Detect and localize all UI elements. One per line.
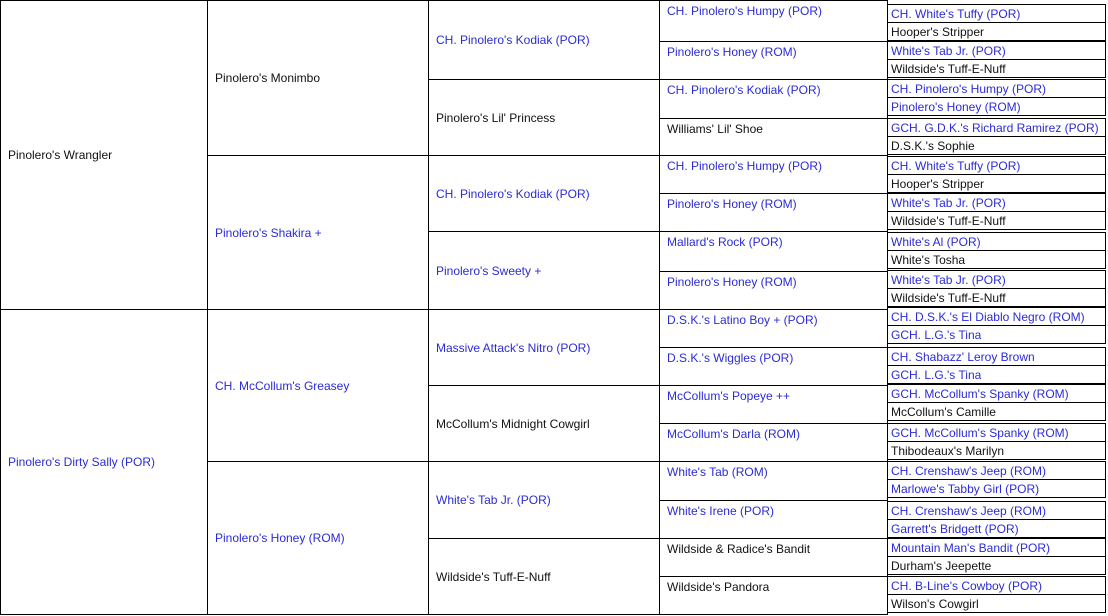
pedigree-cell-g5-15 [887,288,1106,307]
dog-name-link[interactable]: GCH. McCollum's Spanky (ROM) [891,425,1069,440]
dog-name-link[interactable]: White's Al (POR) [891,234,981,249]
dog-name: Wildside's Pandora [667,580,770,594]
pedigree-cell-g4-14 [659,538,888,577]
pedigree-cell-g5-16 [887,307,1106,326]
pedigree-cell-g2-0 [207,0,429,156]
pedigree-cell-g5-31 [887,594,1106,613]
pedigree-cell-g5-3 [887,59,1106,78]
pedigree-cell-g3-2 [428,155,660,232]
pedigree-cell-g5-27 [887,519,1106,538]
dog-name: Hooper's Stripper [891,24,984,39]
dog-name-link[interactable]: White's Irene (POR) [667,504,774,518]
dog-name: Pinolero's Monimbo [215,71,321,85]
pedigree-cell-g5-10 [887,193,1106,212]
dog-name: White's Tosha [891,252,966,267]
pedigree-cell-g5-4 [887,79,1106,98]
dog-name-link[interactable]: CH. B-Line's Cowboy (POR) [891,578,1042,593]
dog-name-link[interactable]: Pinolero's Honey (ROM) [891,99,1021,114]
dog-name-link[interactable]: CH. Crenshaw's Jeep (ROM) [891,503,1046,518]
dog-name-link[interactable]: McCollum's Popeye ++ [667,389,791,403]
dog-name-link[interactable]: Massive Attack's Nitro (POR) [436,340,591,355]
pedigree-cell-g5-13 [887,250,1106,269]
pedigree-cell-g5-26 [887,501,1106,520]
pedigree-cell-g5-14 [887,270,1106,289]
dog-name-link[interactable]: White's Tab (ROM) [667,465,768,479]
dog-name-link[interactable]: Mountain Man's Bandit (POR) [891,540,1051,555]
dog-name-link[interactable]: Pinolero's Sweety + [436,263,542,278]
dog-name: Wilson's Cowgirl [891,596,979,611]
pedigree-cell-g5-22 [887,423,1106,442]
dog-name-link[interactable]: CH. Pinolero's Kodiak (POR) [436,186,590,201]
pedigree-cell-g3-7 [428,538,660,615]
dog-name: Wildside's Tuff-E-Nuff [436,569,551,584]
pedigree-cell-g3-6 [428,461,660,539]
dog-name: Durham's Jeepette [891,558,992,573]
dog-name-link[interactable]: Marlowe's Tabby Girl (POR) [891,481,1040,496]
pedigree-cell-g5-7 [887,136,1106,155]
dog-name-link[interactable]: CH. White's Tuffy (POR) [891,6,1021,21]
dog-name-link[interactable]: CH. Pinolero's Humpy (POR) [891,81,1046,96]
pedigree-cell-g2-3 [207,461,429,615]
pedigree-cell-g4-10 [659,385,888,424]
pedigree-cell-g5-6 [887,118,1106,137]
pedigree-cell-g4-7 [659,271,888,310]
dog-name-link[interactable]: Pinolero's Honey (ROM) [667,45,797,59]
dog-name-link[interactable]: Mallard's Rock (POR) [667,235,783,249]
dog-name: Wildside's Tuff-E-Nuff [891,290,1006,305]
pedigree-cell-g4-3 [659,118,888,156]
dog-name-link[interactable]: White's Tab Jr. (POR) [891,195,1006,210]
dog-name-link[interactable]: Pinolero's Honey (ROM) [667,197,797,211]
pedigree-cell-g5-21 [887,402,1106,421]
dog-name-link[interactable]: White's Tab Jr. (POR) [891,272,1006,287]
dog-name-link[interactable]: McCollum's Darla (ROM) [667,427,800,441]
pedigree-cell-g5-2 [887,41,1106,60]
dog-name-link[interactable]: Pinolero's Dirty Sally (POR) [8,455,155,469]
dog-name-link[interactable]: D.S.K.'s Wiggles (POR) [667,351,794,365]
dog-name: Pinolero's Lil' Princess [436,110,556,125]
dog-name-link[interactable]: White's Tab Jr. (POR) [891,43,1006,58]
pedigree-cell-g5-8 [887,156,1106,175]
pedigree-cell-g5-9 [887,174,1106,193]
pedigree-cell-g4-11 [659,423,888,462]
dog-name-link[interactable]: GCH. G.D.K.'s Richard Ramirez (POR) [891,120,1099,135]
dog-name-link[interactable]: CH. Shabazz' Leroy Brown [891,349,1035,364]
dog-name-link[interactable]: D.S.K.'s Latino Boy + (POR) [667,313,818,327]
dog-name: Williams' Lil' Shoe [667,122,763,136]
pedigree-cell-g4-6 [659,231,888,272]
dog-name-link[interactable]: CH. McCollum's Greasey [215,378,350,393]
pedigree-cell-g3-5 [428,385,660,462]
pedigree-cell-g4-2 [659,79,888,119]
pedigree-cell-g4-1 [659,41,888,80]
dog-name-link[interactable]: Pinolero's Shakira + [215,225,322,240]
dog-name-link[interactable]: White's Tab Jr. (POR) [436,493,551,507]
pedigree-cell-g4-12 [659,461,888,501]
pedigree-cell-g5-5 [887,97,1106,116]
dog-name: Wildside's Tuff-E-Nuff [891,213,1006,228]
dog-name: Pinolero's Wrangler [8,148,113,162]
pedigree-cell-g5-0 [887,4,1106,23]
dog-name: Hooper's Stripper [891,176,984,191]
pedigree-cell-g1-1 [0,309,208,615]
pedigree-cell-g4-5 [659,193,888,232]
dog-name-link[interactable]: Pinolero's Honey (ROM) [667,275,797,289]
pedigree-cell-g4-15 [659,576,888,615]
dog-name-link[interactable]: GCH. McCollum's Spanky (ROM) [891,386,1069,401]
pedigree-cell-g3-1 [428,79,660,156]
pedigree-cell-g2-2 [207,309,429,462]
pedigree-cell-g5-17 [887,325,1106,344]
pedigree-cell-g4-0 [659,0,888,42]
dog-name-link[interactable]: GCH. L.G.'s Tina [891,327,982,342]
dog-name-link[interactable]: CH. Pinolero's Kodiak (POR) [436,33,590,47]
dog-name-link[interactable]: CH. Pinolero's Humpy (POR) [667,4,822,18]
dog-name-link[interactable]: CH. Crenshaw's Jeep (ROM) [891,463,1046,478]
dog-name-link[interactable]: CH. Pinolero's Kodiak (POR) [667,83,821,97]
dog-name: Wildside & Radice's Bandit [667,542,811,556]
pedigree-cell-g3-0 [428,0,660,80]
dog-name: McCollum's Camille [891,404,996,419]
dog-name-link[interactable]: Garrett's Bridgett (POR) [891,521,1019,536]
pedigree-cell-g4-13 [659,500,888,539]
pedigree-cell-g3-3 [428,231,660,310]
dog-name: Thibodeaux's Marilyn [891,443,1005,458]
dog-name: Wildside's Tuff-E-Nuff [891,61,1006,76]
dog-name-link[interactable]: GCH. L.G.'s Tina [891,367,982,382]
pedigree-cell-g5-11 [887,211,1106,230]
pedigree-cell-g4-4 [659,155,888,194]
pedigree-cell-g5-23 [887,441,1106,460]
pedigree-cell-g5-24 [887,461,1106,480]
dog-name: D.S.K.'s Sophie [891,138,975,153]
pedigree-cell-g2-1 [207,155,429,310]
dog-name: McCollum's Midnight Cowgirl [436,416,590,431]
pedigree-cell-g5-1 [887,22,1106,41]
pedigree-cell-g4-9 [659,347,888,386]
pedigree-cell-g5-18 [887,347,1106,366]
pedigree-cell-g5-29 [887,556,1106,575]
pedigree-cell-g5-30 [887,576,1106,595]
dog-name-link[interactable]: Pinolero's Honey (ROM) [215,531,345,545]
pedigree-cell-g5-20 [887,384,1106,403]
pedigree-cell-g5-12 [887,232,1106,251]
pedigree-cell-g5-25 [887,479,1106,498]
pedigree-cell-g3-4 [428,309,660,386]
pedigree-cell-g5-19 [887,365,1106,384]
pedigree-cell-g1-0 [0,0,208,310]
dog-name-link[interactable]: CH. White's Tuffy (POR) [891,158,1021,173]
pedigree-cell-g4-8 [659,309,888,348]
pedigree-cell-g5-28 [887,538,1106,557]
dog-name-link[interactable]: CH. Pinolero's Humpy (POR) [667,159,822,173]
dog-name-link[interactable]: CH. D.S.K.'s El Diablo Negro (ROM) [891,309,1085,324]
